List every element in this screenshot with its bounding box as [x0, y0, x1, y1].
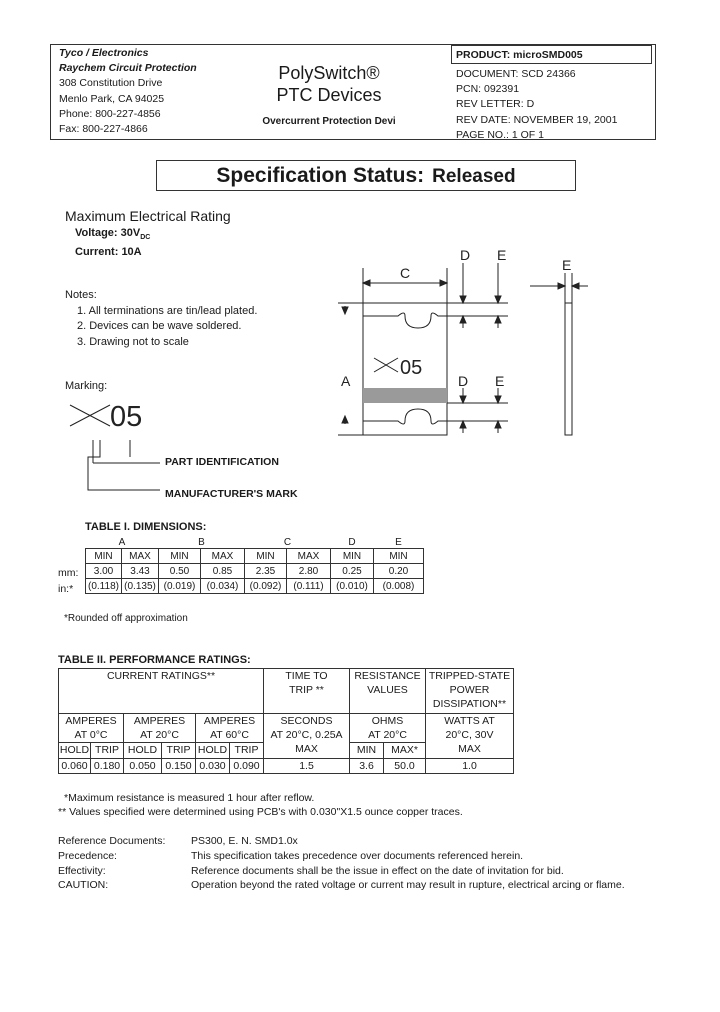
footer-label: Effectivity:	[58, 864, 106, 877]
cell: 2.80	[287, 564, 331, 579]
table2-title: TABLE II. PERFORMANCE RATINGS:	[58, 654, 251, 666]
rev-letter: REV LETTER: D	[456, 98, 535, 111]
footer-label: CAUTION:	[58, 879, 109, 892]
notes-title: Notes:	[65, 289, 97, 301]
performance-table	[58, 668, 514, 774]
doc-title-1: PolySwitch®	[278, 63, 380, 83]
cell: 50.0	[384, 758, 426, 773]
cell: 3.6	[350, 758, 384, 773]
cell: 0.060	[59, 758, 91, 773]
amperes-0c: AMPERES AT 0°C	[59, 714, 124, 743]
seconds-header: SECONDS AT 20°C, 0.25A MAX	[264, 714, 350, 759]
drawing-code: 05	[400, 357, 423, 379]
cell: (0.092)	[245, 579, 287, 594]
footer-label: Reference Documents:	[58, 835, 166, 847]
col-group: A	[118, 536, 126, 548]
marking-code: 05	[110, 401, 143, 433]
cell: (0.034)	[201, 579, 245, 594]
table-row	[59, 758, 514, 773]
doc-title-block	[226, 62, 432, 127]
trip-label: TRIP	[91, 743, 124, 758]
cell: 0.090	[230, 758, 264, 773]
phone: Phone: 800-227-4856	[59, 107, 161, 120]
company-name: Tyco / Electronics	[59, 47, 149, 59]
cell: (0.111)	[287, 579, 331, 594]
cell: 0.50	[159, 564, 201, 579]
cell: 0.20	[374, 564, 424, 579]
col-sub: MIN	[374, 549, 424, 564]
rev-date: REV DATE: NOVEMBER 19, 2001	[456, 113, 618, 126]
dim-label-e-bottom: E	[495, 373, 505, 389]
header-time-to-trip: TIME TO TRIP **	[264, 669, 350, 714]
status-label: Specification Status:	[216, 164, 425, 187]
footer-texts	[191, 834, 711, 893]
footer-text: PS300, E. N. SMD1.0x	[191, 835, 298, 847]
footer-labels	[58, 834, 188, 893]
table2-note-1: *Maximum resistance is measured 1 hour after reflow.	[64, 792, 315, 804]
note-item: 1. All terminations are tin/lead plated.	[77, 304, 258, 317]
header-current-ratings: CURRENT RATINGS**	[59, 669, 264, 714]
cell: (0.008)	[374, 579, 424, 594]
product-field: PRODUCT: microSMD005	[451, 45, 652, 64]
dim-label-e-side: E	[562, 257, 572, 273]
dim-label-e-top: E	[497, 248, 507, 263]
col-sub: MIN	[331, 549, 374, 564]
cell: (0.019)	[159, 579, 201, 594]
trip-label: TRIP	[162, 743, 196, 758]
part-identification-label: PART IDENTIFICATION	[165, 456, 279, 468]
marking-label: Marking:	[65, 380, 108, 392]
cell: 0.25	[331, 564, 374, 579]
manufacturers-mark-label: MANUFACTURER'S MARK	[165, 488, 298, 500]
min-label: MIN	[350, 743, 384, 758]
cell: (0.118)	[86, 579, 122, 594]
cell: 3.00	[86, 564, 122, 579]
voltage-rating: Voltage: $30V_{DC}$	[75, 227, 151, 242]
col-group: B	[198, 536, 205, 548]
rating-values	[75, 226, 150, 260]
cell: 2.35	[245, 564, 287, 579]
document-info	[456, 67, 617, 143]
device-dimension-drawing	[338, 248, 600, 448]
table2-note-2: ** Values specified were determined using PCB's with 0.030"X1.5 ounce copper traces.	[58, 806, 463, 818]
dim-label-d-bottom: D	[458, 373, 469, 389]
rating-title: Maximum Electrical Rating	[65, 208, 231, 224]
doc-title-2: PTC Devices	[276, 85, 382, 105]
cell: 0.050	[124, 758, 162, 773]
max-label: MAX*	[384, 743, 426, 758]
cell: 0.85	[201, 564, 245, 579]
address-line-1: 308 Constitution Drive	[59, 77, 163, 90]
header-resistance: RESISTANCE VALUES	[350, 669, 426, 714]
status-value: Released	[432, 166, 516, 187]
col-sub: MAX	[287, 549, 331, 564]
pcn: PCN: 092391	[456, 83, 520, 96]
dim-label-a: A	[341, 373, 351, 389]
hold-label: HOLD	[124, 743, 162, 758]
division-name: Raychem Circuit Protection	[59, 62, 197, 75]
company-block	[59, 46, 197, 137]
cell: 3.43	[122, 564, 159, 579]
table-row	[86, 564, 424, 579]
col-group: E	[395, 536, 402, 548]
cell: 1.5	[264, 758, 350, 773]
note-item: 3. Drawing not to scale	[77, 335, 189, 348]
hold-label: HOLD	[59, 744, 90, 757]
in-row-label: in:*	[58, 583, 74, 595]
dim-label-d-top: D	[460, 248, 471, 263]
col-group: C	[283, 536, 292, 548]
hold-label: HOLD	[196, 743, 230, 758]
fax: Fax: 800-227-4866	[59, 123, 148, 136]
cell: 0.150	[162, 758, 196, 773]
note-item: 2. Devices can be wave soldered.	[77, 320, 242, 332]
col-group: D	[348, 536, 356, 548]
table-row	[86, 579, 424, 594]
trip-label: TRIP	[230, 743, 264, 758]
footer-text: This specification takes precedence over documents referenced herein.	[191, 849, 524, 862]
col-sub: MAX	[201, 549, 245, 564]
cell: 0.030	[196, 758, 230, 773]
watts-header: WATTS AT 20°C, 30V MAX	[426, 714, 514, 759]
cell: 0.180	[91, 758, 124, 773]
document-number: DOCUMENT: SCD 24366	[456, 68, 576, 80]
device-side-view	[565, 303, 572, 435]
address-line-2: Menlo Park, CA 94025	[59, 92, 165, 105]
header-power: TRIPPED-STATE POWER DISSIPATION**	[426, 669, 514, 714]
mm-row-label: mm:	[58, 567, 79, 579]
table1-title: TABLE I. DIMENSIONS:	[85, 521, 207, 533]
ohms-header: OHMS AT 20°C	[350, 714, 426, 743]
amperes-60c: AMPERES AT 60°C	[196, 714, 264, 743]
dim-label-c: C	[400, 265, 411, 281]
cell: (0.135)	[122, 579, 159, 594]
footer-text: Reference documents shall be the issue in effect on the date of invitation for bid.	[191, 864, 564, 877]
notes	[65, 288, 257, 350]
col-sub: MIN	[159, 549, 201, 564]
device-band	[363, 388, 447, 403]
cell: (0.010)	[331, 579, 374, 594]
footer-text: Operation beyond the rated voltage or current may result in rupture, electrical arcing or flame.	[191, 879, 625, 892]
footer-label: Precedence:	[58, 849, 117, 862]
current-rating: Current: 10A	[75, 246, 142, 259]
col-sub: MIN	[245, 549, 287, 564]
amperes-20c: AMPERES AT 20°C	[124, 714, 196, 743]
cell: 1.0	[426, 758, 514, 773]
doc-subtitle: Overcurrent Protection Devi	[262, 116, 396, 127]
col-sub: MAX	[122, 549, 159, 564]
manufacturer-logo-icon	[70, 405, 110, 426]
table1-footnote: *Rounded off approximation	[64, 613, 188, 624]
specification-status	[156, 160, 576, 191]
col-sub: MIN	[86, 549, 122, 564]
page-number: PAGE NO.: 1 OF 1	[456, 128, 544, 141]
dimensions-table	[85, 536, 424, 594]
